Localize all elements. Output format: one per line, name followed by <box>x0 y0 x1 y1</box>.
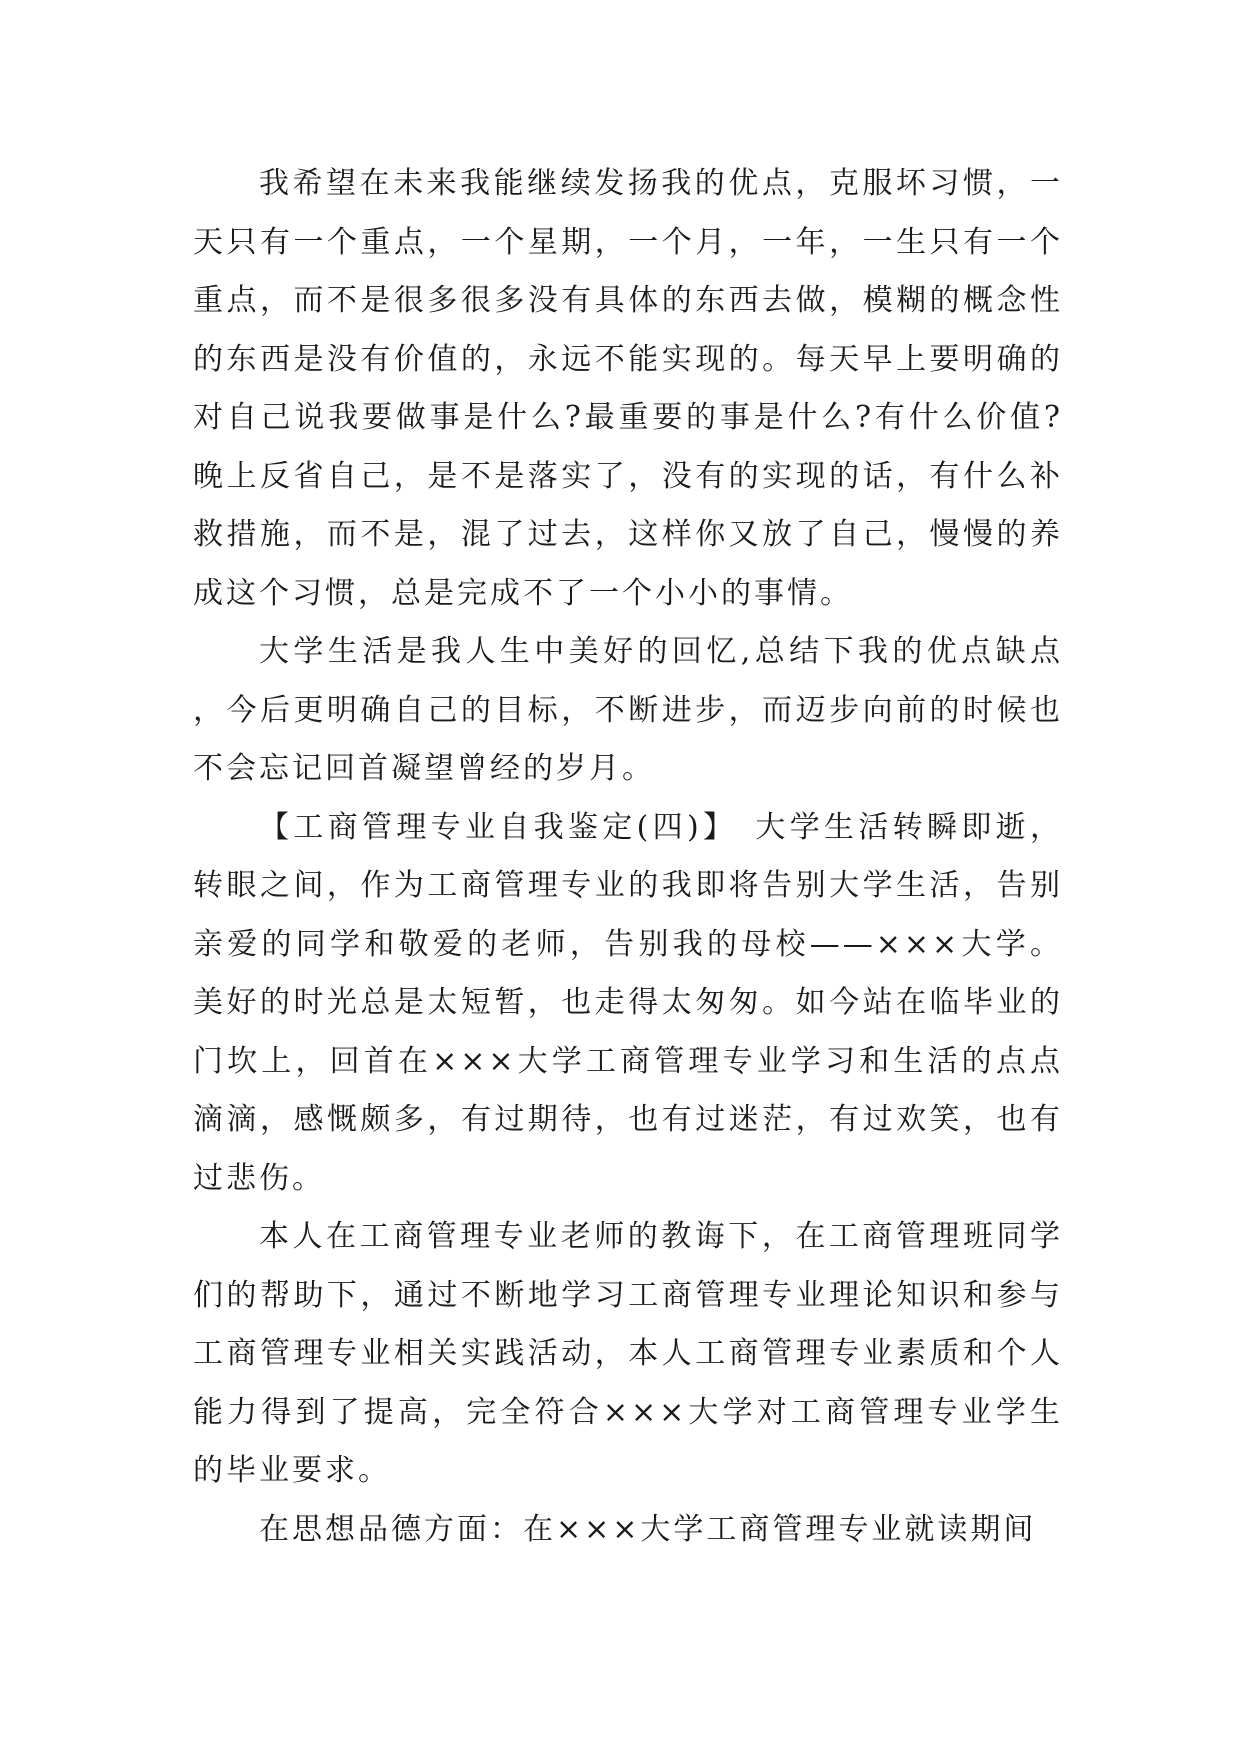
section-heading: 【工商管理专业自我鉴定(四)】 <box>259 809 738 845</box>
document-body <box>193 155 1063 1559</box>
paragraph-professional-growth: 本人在工商管理专业老师的教诲下，在工商管理班同学们的帮助下，通过不断地学习工商管理专业理论知识和参与工商管理专业相关实践活动，本人工商管理专业素质和个人能力得到了提高，完全符合×××大学对工商管理专业学生的毕业要求。 <box>193 1219 1063 1488</box>
paragraph-moral-character: 在思想品德方面：在×××大学工商管理专业就读期间 <box>259 1511 1037 1547</box>
paragraph-section-intro <box>193 799 1063 1209</box>
paragraph-habits: 我希望在未来我能继续发扬我的优点，克服坏习惯，一天只有一个重点，一个星期，一个月，一年，一生只有一个重点，而不是很多很多没有具体的东西去做，模糊的概念性的东西是没有价值的，永远不能实现的。每天早上要明确的对自己说我要做事是什么?最重要的事是什么?有什么价值?晚上反省自己，是不是落实了，没有的实现的话，有什么补救措施，而不是，混了过去，这样你又放了自己，慢慢的养成这个习惯，总是完成不了一个小小的事情。 <box>193 166 1063 611</box>
section-intro-text: 大学生活转瞬即逝，转眼之间，作为工商管理专业的我即将告别大学生活，告别亲爱的同学和敬爱的老师，告别我的母校——×××大学。美好的时光总是太短暂，也走得太匆匆。如今站在临毕业的门坎上，回首在×××大学工商管理专业学习和生活的点点滴滴，感慨颇多，有过期待，也有过迷茫，有过欢笑，也有过悲伤。 <box>193 809 1063 1196</box>
paragraph-college-memory: 大学生活是我人生中美好的回忆,总结下我的优点缺点，今后更明确自己的目标，不断进步，而迈步向前的时候也不会忘记回首凝望曾经的岁月。 <box>193 634 1063 786</box>
